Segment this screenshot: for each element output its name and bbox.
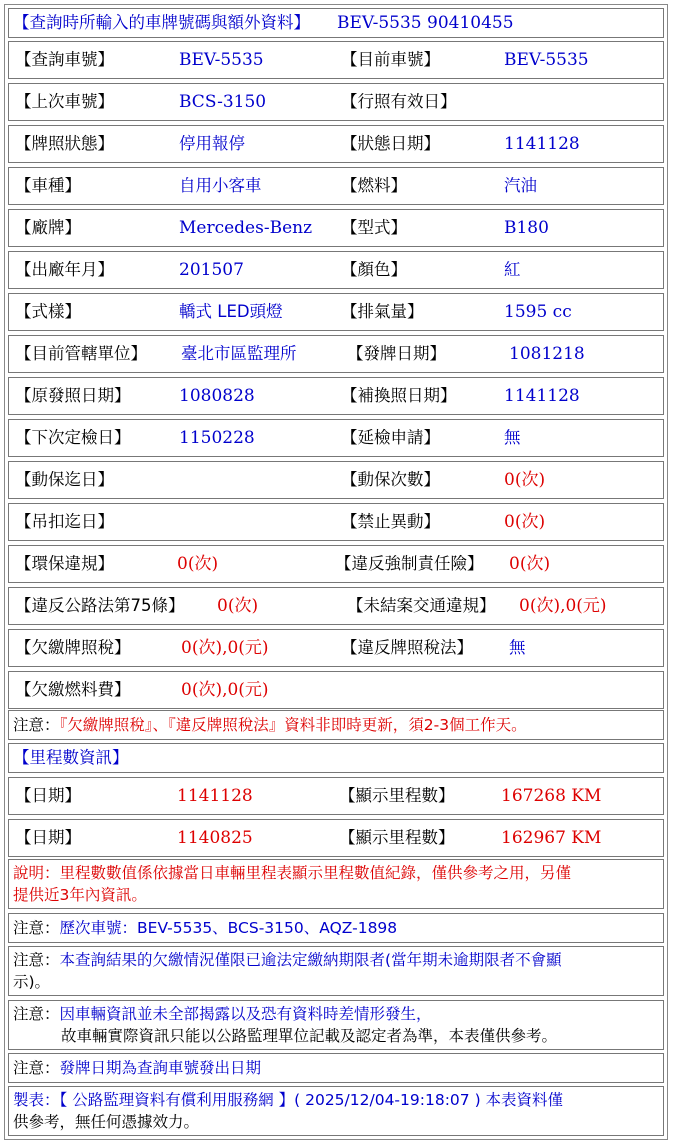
field-label: 【禁止異動】 — [341, 512, 440, 531]
field-row — [8, 125, 664, 163]
history-text: 歷次車號：BEV-5535、BCS-3150、AQZ-1898 — [59, 919, 398, 937]
field-label: 【未結案交通違規】 — [347, 596, 496, 615]
mileage-km: 167268 KM — [501, 786, 602, 806]
mileage-date-label: 【日期】 — [15, 828, 81, 847]
mileage-section-title: 【里程數資訊】 — [13, 748, 129, 767]
field-label: 【行照有效日】 — [341, 92, 457, 111]
field-label: 【上次車號】 — [15, 92, 114, 111]
field-label: 【動保次數】 — [341, 470, 440, 489]
field-value: BEV-5535 — [504, 50, 589, 70]
header-row — [8, 8, 664, 38]
disclose-label: 注意： — [13, 1005, 60, 1023]
field-label: 【燃料】 — [341, 176, 407, 195]
field-label: 【延檢申請】 — [341, 428, 440, 447]
field-label: 【型式】 — [341, 218, 407, 237]
field-value: 1141128 — [504, 134, 580, 154]
mileage-row — [8, 819, 664, 857]
field-row — [8, 587, 664, 625]
mileage-explain-row — [8, 859, 664, 909]
footer-line1: 【 公路監理資料有償利用服務網 】( 2025/12/04-19:18:07 ) 本表資料僅 — [59, 1091, 564, 1109]
field-value: Mercedes-Benz — [179, 218, 313, 238]
field-value: 0(次),0(元) — [181, 638, 269, 658]
arrears-notice-row — [8, 946, 664, 996]
field-value: 0(次) — [509, 554, 551, 574]
field-label: 【廠牌】 — [15, 218, 81, 237]
field-label: 【欠繳牌照稅】 — [15, 638, 131, 657]
field-value: BEV-5535 — [179, 50, 264, 70]
field-value: 無 — [504, 428, 521, 447]
field-value: 1080828 — [179, 386, 255, 406]
footer-label: 製表： — [13, 1091, 60, 1109]
notice-tax-text: 『欠繳牌照稅』、『違反牌照稅法』資料非即時更新，須2-3個工作天。 — [59, 716, 527, 734]
field-label: 【式樣】 — [15, 302, 81, 321]
field-label: 【欠繳燃料費】 — [15, 680, 131, 699]
field-value: BCS-3150 — [179, 92, 267, 112]
history-label: 注意： — [13, 919, 60, 937]
field-value: 停用報停 — [179, 134, 245, 153]
notice-tax-row — [8, 710, 664, 740]
mileage-section-row — [8, 743, 664, 773]
field-label: 【違反強制責任險】 — [335, 554, 484, 573]
mileage-km-label: 【顯示里程數】 — [339, 786, 455, 805]
field-row — [8, 209, 664, 247]
mileage-date: 1141128 — [177, 786, 253, 806]
field-value: 0(次),0(元) — [519, 596, 607, 616]
mileage-date-label: 【日期】 — [15, 786, 81, 805]
field-value: 1150228 — [179, 428, 255, 448]
mileage-date: 1140825 — [177, 828, 253, 848]
field-label: 【排氣量】 — [341, 302, 424, 321]
field-row — [8, 293, 664, 331]
field-value: 1081218 — [509, 344, 585, 364]
disclosure-notice-row — [8, 1000, 664, 1050]
field-label: 【目前車號】 — [341, 50, 440, 69]
field-value: 1141128 — [504, 386, 580, 406]
disclose-line1: 因車輛資訊並未全部揭露以及恐有資料時差情形發生， — [59, 1005, 432, 1023]
field-value: 汽油 — [504, 176, 537, 195]
mileage-explain-line2: 提供近3年內資訊。 — [13, 886, 147, 904]
mileage-explain-line1: 說明：里程數數值係依據當日車輛里程表顯示里程數值紀錄，僅供參考之用，另僅 — [13, 864, 572, 882]
field-label: 【原發照日期】 — [15, 386, 131, 405]
field-row — [8, 503, 664, 541]
field-value: 臺北市區監理所 — [181, 344, 297, 363]
header-title-value: BEV-5535 90410455 — [337, 13, 514, 33]
field-label: 【狀態日期】 — [341, 134, 440, 153]
field-value: 201507 — [179, 260, 244, 280]
field-row — [8, 419, 664, 457]
field-value: 紅 — [504, 260, 521, 279]
field-label: 【違反公路法第75條】 — [15, 596, 185, 615]
mileage-row — [8, 777, 664, 815]
field-row — [8, 335, 664, 373]
field-value: 0(次) — [504, 470, 546, 490]
field-value: 無 — [509, 638, 526, 657]
arrears-label: 注意： — [13, 951, 60, 969]
field-label: 【牌照狀態】 — [15, 134, 114, 153]
field-value: B180 — [504, 218, 549, 238]
header-title-label: 【查詢時所輸入的車牌號碼與額外資料】 — [13, 13, 310, 32]
field-value: 0(次) — [217, 596, 259, 616]
field-row — [8, 41, 664, 79]
field-label: 【動保迄日】 — [15, 470, 114, 489]
footer-row — [8, 1086, 664, 1136]
issue-label: 注意： — [13, 1059, 60, 1077]
disclose-line2: 故車輛實際資訊只能以公路監理單位記載及認定者為準，本表僅供參考。 — [61, 1027, 558, 1045]
field-label: 【補換照日期】 — [341, 386, 457, 405]
notice-tax-label: 注意： — [13, 716, 60, 734]
field-value: 0(次) — [177, 554, 219, 574]
field-row — [8, 671, 664, 709]
field-label: 【下次定檢日】 — [15, 428, 131, 447]
field-value: 轎式 LED頭燈 — [179, 302, 283, 321]
field-label: 【出廠年月】 — [15, 260, 114, 279]
field-value: 0(次) — [504, 512, 546, 532]
field-value: 0(次),0(元) — [181, 680, 269, 700]
arrears-line2: 示)。 — [13, 973, 51, 991]
issue-date-notice-row — [8, 1053, 664, 1083]
field-label: 【發牌日期】 — [347, 344, 446, 363]
field-row — [8, 545, 664, 583]
mileage-km-label: 【顯示里程數】 — [339, 828, 455, 847]
field-label: 【顏色】 — [341, 260, 407, 279]
field-row — [8, 167, 664, 205]
field-label: 【查詢車號】 — [15, 50, 114, 69]
field-row — [8, 83, 664, 121]
issue-text: 發牌日期為查詢車號發出日期 — [59, 1059, 262, 1077]
field-label: 【違反牌照稅法】 — [341, 638, 473, 657]
history-plates-row — [8, 913, 664, 943]
field-row — [8, 251, 664, 289]
field-row — [8, 377, 664, 415]
field-label: 【車種】 — [15, 176, 81, 195]
footer-line2: 供參考，無任何憑據效力。 — [13, 1113, 200, 1131]
field-label: 【目前管轄單位】 — [15, 344, 147, 363]
field-value: 自用小客車 — [179, 176, 262, 195]
field-row — [8, 461, 664, 499]
mileage-km: 162967 KM — [501, 828, 602, 848]
field-value: 1595 cc — [504, 302, 572, 322]
field-label: 【環保違規】 — [15, 554, 114, 573]
field-label: 【吊扣迄日】 — [15, 512, 114, 531]
field-row — [8, 629, 664, 667]
arrears-line1: 本查詢結果的欠繳情況僅限已逾法定繳納期限者(當年期未逾期限者不會顯 — [59, 951, 562, 969]
